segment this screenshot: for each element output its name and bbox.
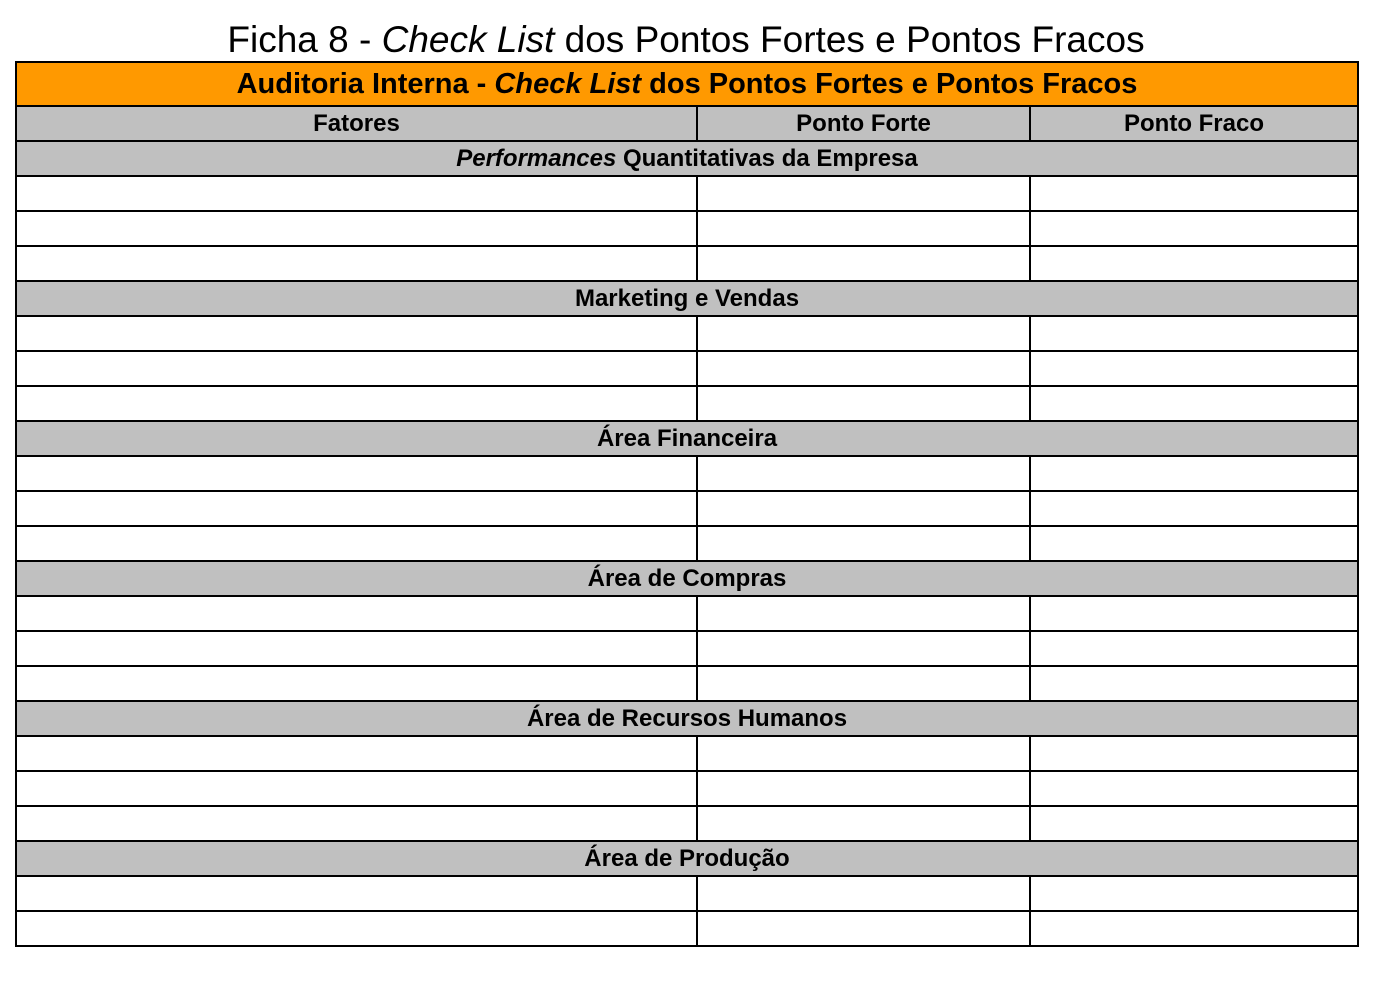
table-row <box>16 911 1358 946</box>
section-title-producao: Área de Produção <box>16 841 1358 876</box>
factor-cell[interactable] <box>16 316 697 351</box>
table-row <box>16 596 1358 631</box>
strong-cell[interactable] <box>697 806 1030 841</box>
section-row-performances <box>16 141 1358 176</box>
factor-cell[interactable] <box>16 771 697 806</box>
checklist-table <box>15 61 1359 947</box>
page-title <box>0 18 1372 62</box>
weak-cell[interactable] <box>1030 876 1358 911</box>
table-row <box>16 526 1358 561</box>
weak-cell[interactable] <box>1030 596 1358 631</box>
strong-cell[interactable] <box>697 876 1030 911</box>
table-row <box>16 456 1358 491</box>
section-title-recursos-humanos: Área de Recursos Humanos <box>16 701 1358 736</box>
strong-cell[interactable] <box>697 596 1030 631</box>
weak-cell[interactable] <box>1030 176 1358 211</box>
factor-cell[interactable] <box>16 526 697 561</box>
table-row <box>16 736 1358 771</box>
strong-cell[interactable] <box>697 526 1030 561</box>
column-header-row <box>16 106 1358 141</box>
strong-cell[interactable] <box>697 456 1030 491</box>
banner-title <box>16 62 1358 106</box>
factor-cell[interactable] <box>16 876 697 911</box>
section-title-financeira: Área Financeira <box>16 421 1358 456</box>
column-header-factors: Fatores <box>16 106 697 141</box>
strong-cell[interactable] <box>697 246 1030 281</box>
factor-cell[interactable] <box>16 386 697 421</box>
weak-cell[interactable] <box>1030 666 1358 701</box>
factor-cell[interactable] <box>16 631 697 666</box>
strong-cell[interactable] <box>697 211 1030 246</box>
banner-row <box>16 62 1358 106</box>
factor-cell[interactable] <box>16 806 697 841</box>
factor-cell[interactable] <box>16 736 697 771</box>
table-row <box>16 876 1358 911</box>
weak-cell[interactable] <box>1030 351 1358 386</box>
table-row <box>16 806 1358 841</box>
strong-cell[interactable] <box>697 386 1030 421</box>
table-row <box>16 491 1358 526</box>
section-title-marketing: Marketing e Vendas <box>16 281 1358 316</box>
strong-cell[interactable] <box>697 631 1030 666</box>
section-row-compras <box>16 561 1358 596</box>
table-row <box>16 176 1358 211</box>
strong-cell[interactable] <box>697 491 1030 526</box>
factor-cell[interactable] <box>16 456 697 491</box>
table-row <box>16 351 1358 386</box>
weak-cell[interactable] <box>1030 526 1358 561</box>
table-row <box>16 246 1358 281</box>
page-title-italic: Check List <box>381 19 555 60</box>
factor-cell[interactable] <box>16 351 697 386</box>
strong-cell[interactable] <box>697 351 1030 386</box>
banner-prefix: Auditoria Interna - <box>236 68 495 100</box>
weak-cell[interactable] <box>1030 771 1358 806</box>
page-title-suffix: dos Pontos Fortes e Pontos Fracos <box>554 19 1145 60</box>
weak-cell[interactable] <box>1030 491 1358 526</box>
factor-cell[interactable] <box>16 491 697 526</box>
factor-cell[interactable] <box>16 176 697 211</box>
column-header-weak: Ponto Fraco <box>1030 106 1358 141</box>
section-row-financeira <box>16 421 1358 456</box>
section-row-recursos-humanos <box>16 701 1358 736</box>
banner-suffix: dos Pontos Fortes e Pontos Fracos <box>641 68 1138 100</box>
strong-cell[interactable] <box>697 911 1030 946</box>
strong-cell[interactable] <box>697 666 1030 701</box>
table-row <box>16 666 1358 701</box>
weak-cell[interactable] <box>1030 631 1358 666</box>
section-row-marketing <box>16 281 1358 316</box>
checklist-sheet <box>15 61 1357 971</box>
column-header-strong: Ponto Forte <box>697 106 1030 141</box>
weak-cell[interactable] <box>1030 316 1358 351</box>
strong-cell[interactable] <box>697 771 1030 806</box>
table-row <box>16 386 1358 421</box>
factor-cell[interactable] <box>16 666 697 701</box>
section-title-rest: Quantitativas da Empresa <box>616 145 918 172</box>
weak-cell[interactable] <box>1030 736 1358 771</box>
weak-cell[interactable] <box>1030 911 1358 946</box>
strong-cell[interactable] <box>697 736 1030 771</box>
banner-italic: Check List <box>494 68 642 100</box>
section-title-italic: Performances <box>456 145 617 172</box>
table-row <box>16 771 1358 806</box>
weak-cell[interactable] <box>1030 246 1358 281</box>
section-title-compras: Área de Compras <box>16 561 1358 596</box>
section-title-performances <box>16 141 1358 176</box>
weak-cell[interactable] <box>1030 211 1358 246</box>
factor-cell[interactable] <box>16 211 697 246</box>
table-row <box>16 211 1358 246</box>
strong-cell[interactable] <box>697 316 1030 351</box>
section-row-producao <box>16 841 1358 876</box>
factor-cell[interactable] <box>16 596 697 631</box>
weak-cell[interactable] <box>1030 386 1358 421</box>
strong-cell[interactable] <box>697 176 1030 211</box>
table-row <box>16 631 1358 666</box>
page-title-prefix: Ficha 8 - <box>227 19 382 60</box>
factor-cell[interactable] <box>16 911 697 946</box>
table-row <box>16 316 1358 351</box>
weak-cell[interactable] <box>1030 806 1358 841</box>
weak-cell[interactable] <box>1030 456 1358 491</box>
factor-cell[interactable] <box>16 246 697 281</box>
